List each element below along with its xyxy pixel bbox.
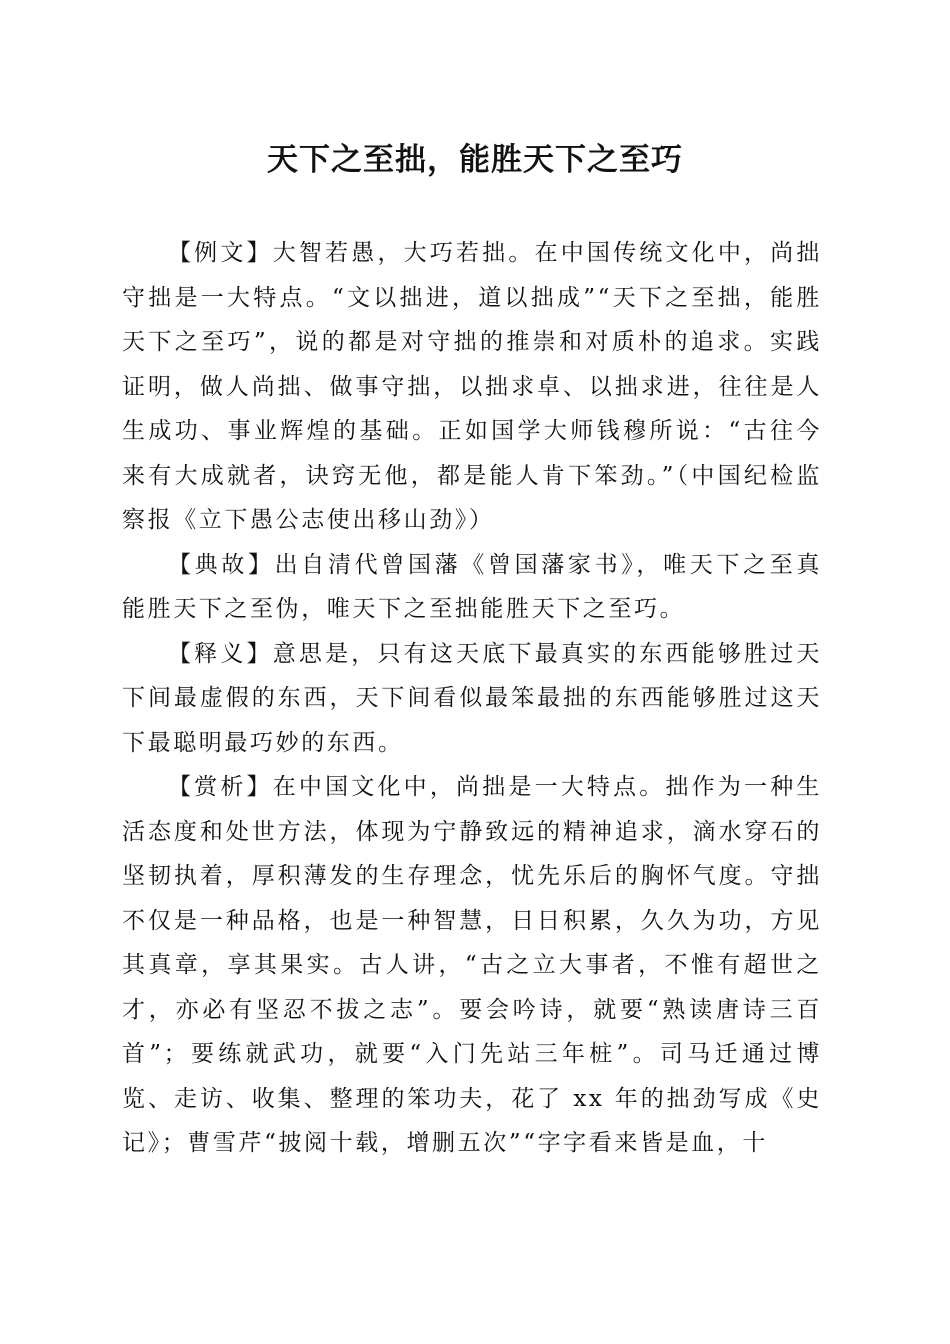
paragraph-appreciation: 【赏析】在中国文化中，尚拙是一大特点。拙作为一种生活态度和处世方法，体现为宁静致远的精神追求，滴水穿石的坚韧执着，厚积薄发的生存理念，忧先乐后的胸怀气度。守拙不仅是一种品格，也是一种智慧，日日积累，久久为功，方见其真章，享其果实。古人讲，“古之立大事者，不惟有超世之才，亦必有坚忍不拔之志”。要会吟诗，就要“熟读唐诗三百首”；要练就武功，就要“入门先站三年桩”。司马迁通过博览、走访、收集、整理的笨功夫，花了 xx 年的拙劲写成《史记》；曹雪芹“披阅十载，增删五次”“字字看来皆是血，十 [122, 774, 822, 1156]
paragraph-example: 【例文】大智若愚，大巧若拙。在中国传统文化中，尚拙守拙是一大特点。“文以拙进，道以拙成”“天下之至拙，能胜天下之至巧”，说的都是对守拙的推崇和对质朴的追求。实践证明，做人尚拙、做事守拙，以拙求卓、以拙求进，往往是人生成功、事业辉煌的基础。正如国学大师钱穆所说：“古往今来有大成就者，诀窍无他，都是能人肯下笨劲。”（中国纪检监察报《立下愚公志使出移山劲》） [122, 240, 822, 533]
document-title: 天下之至拙，能胜天下之至巧 [267, 142, 683, 178]
paragraph-meaning: 【释义】意思是，只有这天底下最真实的东西能够胜过天下间最虚假的东西，天下间看似最笨最拙的东西能够胜过这天下最聪明最巧妙的东西。 [122, 640, 822, 756]
paragraph-allusion: 【典故】出自清代曾国藩《曾国藩家书》，唯天下之至真能胜天下之至伪，唯天下之至拙能胜天下之至巧。 [122, 551, 822, 622]
document-body [122, 231, 822, 1166]
